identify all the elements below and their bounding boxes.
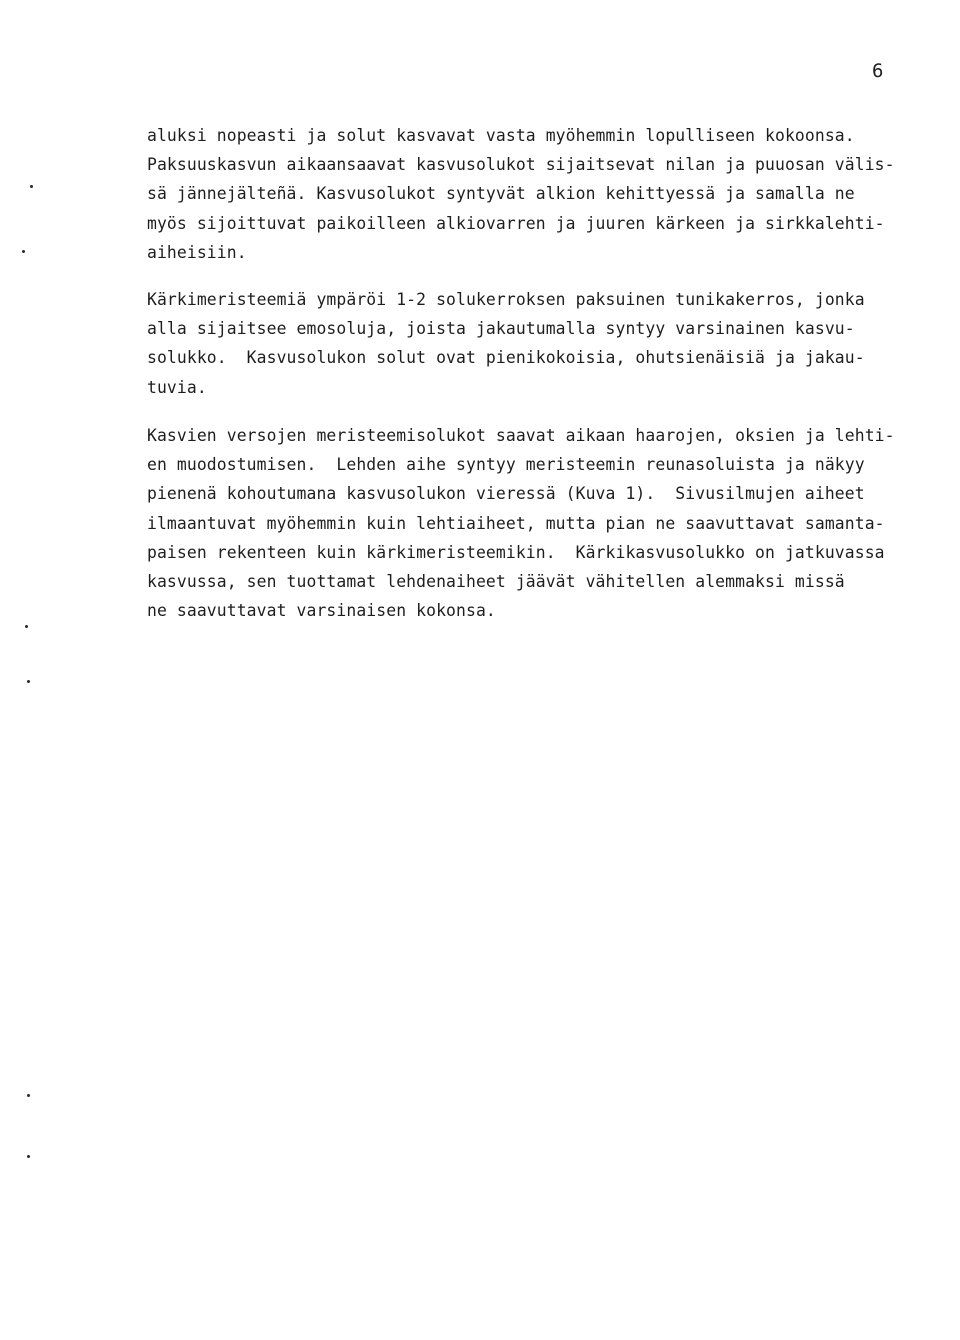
paragraph-3 <box>147 421 907 625</box>
scan-speck <box>27 1155 30 1158</box>
paragraph-line: alla sijaitsee emosoluja, joista jakautumalla syntyy varsinainen kasvu- <box>147 319 855 339</box>
paragraph-line: ilmaantuvat myöhemmin kuin lehtiaiheet, mutta pian ne saavuttavat samanta- <box>147 513 885 533</box>
paragraph-1 <box>147 121 907 267</box>
scan-speck <box>27 1094 30 1097</box>
paragraph-2 <box>147 285 907 402</box>
paragraph-line: Kärkimeristeemiä ympäröi 1-2 solukerroksen paksuinen tunikakerros, jonka <box>147 290 865 309</box>
paragraph-line: myös sijoittuvat paikoilleen alkiovarren ja juuren kärkeen ja sirkkalehti- <box>147 213 885 233</box>
scan-speck <box>25 625 28 628</box>
paragraph-line: solukko. Kasvusolukon solut ovat pienikokoisia, ohutsienäisiä ja jakau- <box>147 348 865 368</box>
paragraph-line: Kasvien versojen meristeemisolukot saavat aikaan haarojen, oksien ja lehti- <box>147 426 895 445</box>
paragraph-line: en muodostumisen. Lehden aihe syntyy meristeemin reunasoluista ja näkyy <box>147 455 865 475</box>
scan-speck <box>27 680 30 683</box>
paragraph-line: tuvia. <box>147 377 207 397</box>
paragraph-line: aluksi nopeasti ja solut kasvavat vasta myöhemmin lopulliseen kokoonsa. <box>147 126 855 145</box>
paragraph-line: paisen rekenteen kuin kärkimeristeemikin. Kärkikasvusolukko on jatkuvassa <box>147 542 885 562</box>
paragraph-line: aiheisiin. <box>147 242 247 262</box>
paragraph-line: sä jännejälteñä. Kasvusolukot syntyvät alkion kehittyessä ja samalla ne <box>147 184 855 204</box>
paragraph-line: Paksuuskasvun aikaansaavat kasvusolukot sijaitsevat nilan ja puuosan välis- <box>147 155 895 175</box>
page-number: 6 <box>872 60 884 82</box>
scan-speck <box>30 185 33 188</box>
paragraph-line: kasvussa, sen tuottamat lehdenaiheet jäävät vähitellen alemmaksi missä <box>147 571 845 591</box>
paragraph-line: pienenä kohoutumana kasvusolukon vieressä (Kuva 1). Sivusilmujen aiheet <box>147 484 865 504</box>
paragraph-line: ne saavuttavat varsinaisen kokonsa. <box>147 601 496 621</box>
scan-speck <box>22 250 25 253</box>
